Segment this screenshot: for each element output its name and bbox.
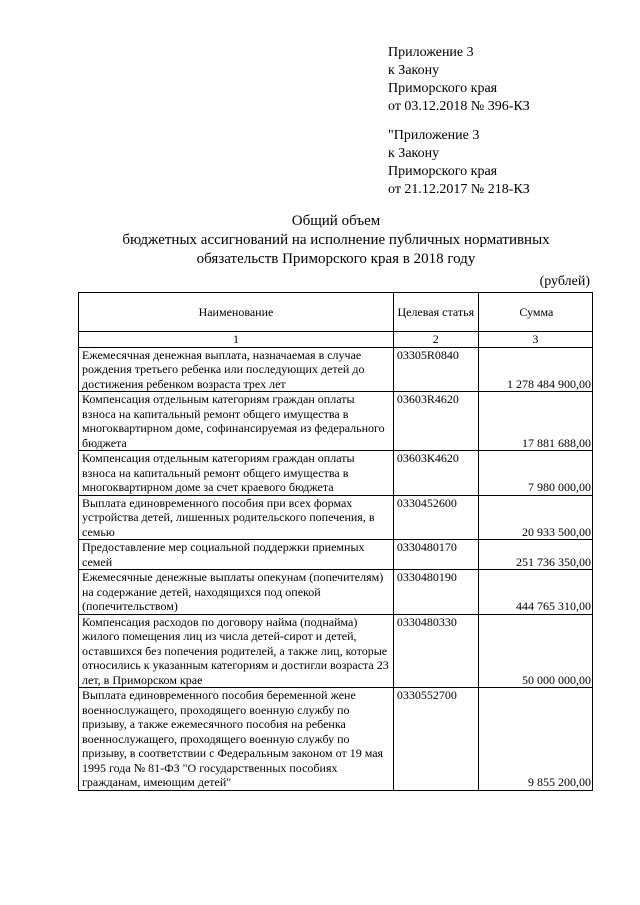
law-line: к Закону: [388, 63, 440, 78]
row-name: Компенсация отдельным категориям граждан оплаты взноса на капитальный ремонт общего имущества в многоквартирном доме, софинансируемая из федерального бюджета: [79, 392, 394, 451]
row-code: 0330480190: [393, 570, 478, 615]
law-line: к Закону: [388, 146, 440, 161]
table-row: [79, 614, 593, 688]
row-name: Выплата единовременного пособия беременной жене военнослужащего, проходящего военную службу по призыву, а также ежемесячного пособия на ребенка военнослужащего, проходящего военную службу по призыву, в соответствии с Федеральным законом от 19 мая 1995 года № 81-ФЗ "О государственных пособиях гражданам, имеющим детей": [79, 688, 394, 791]
law-date-line: от 21.12.2017 № 218-КЗ: [388, 182, 530, 197]
row-code: 03603К4620: [393, 451, 478, 496]
table-row: [79, 392, 593, 451]
appendix-line: Приложение 3: [388, 45, 474, 60]
row-code: 03305R0840: [393, 347, 478, 392]
region-line: Приморского края: [388, 81, 498, 96]
table-row: [79, 347, 593, 392]
row-name: Выплата единовременного пособия при всех формах устройства детей, лишенных родительского попечения, в семью: [79, 495, 394, 540]
header-code: Целевая статья: [393, 293, 478, 332]
row-amount: 1 278 484 900,00: [478, 347, 592, 392]
table-row: [79, 540, 593, 570]
table-row: [79, 688, 593, 791]
row-name: Компенсация отдельным категориям граждан оплаты взноса на капитальный ремонт общего имущества в многоквартирном доме за счет краевого бюджета: [79, 451, 394, 496]
row-name: Ежемесячная денежная выплата, назначаемая в случае рождения третьего ребенка или последующих детей до достижения ребенком возраста трех лет: [79, 347, 394, 392]
header-name: Наименование: [79, 293, 394, 332]
row-amount: 7 980 000,00: [478, 451, 592, 496]
table-header-row: [79, 293, 593, 332]
title-line-1: Общий объем: [291, 213, 381, 229]
column-number: 1: [79, 332, 394, 348]
appendix-header-previous: [388, 127, 530, 199]
row-amount: 20 933 500,00: [478, 495, 592, 540]
table-row: [79, 495, 593, 540]
row-amount: 50 000 000,00: [478, 614, 592, 688]
row-code: 03603R4620: [393, 392, 478, 451]
row-name: Предоставление мер социальной поддержки приемных семей: [79, 540, 394, 570]
region-line: Приморского края: [388, 164, 498, 179]
row-code: 0330552700: [393, 688, 478, 791]
law-date-line: от 03.12.2018 № 396-КЗ: [388, 99, 530, 114]
units-label: (рублей): [539, 274, 590, 289]
row-code: 0330480330: [393, 614, 478, 688]
appendix-line: "Приложение 3: [388, 128, 480, 143]
column-number: 2: [393, 332, 478, 348]
title-line-3: обязательств Приморского края в 2018 году: [196, 251, 476, 267]
row-amount: 17 881 688,00: [478, 392, 592, 451]
table-row: [79, 570, 593, 615]
header-amount: Сумма: [478, 293, 592, 332]
column-number: 3: [478, 332, 592, 348]
table-row: [79, 451, 593, 496]
row-name: Компенсация расходов по договору найма (поднайма) жилого помещения лиц из числа детей-сирот и детей, оставшихся без попечения родителей, а также лиц, которые относились к указанным категориям и достигли возраста 23 лет, в Приморском крае: [79, 614, 394, 688]
row-amount: 251 736 350,00: [478, 540, 592, 570]
column-number-row: [79, 332, 593, 348]
appendix-header-current: [388, 44, 530, 116]
row-amount: 444 765 310,00: [478, 570, 592, 615]
row-code: 0330480170: [393, 540, 478, 570]
title-line-2: бюджетных ассигнований на исполнение публичных нормативных: [122, 232, 550, 248]
budget-table: [78, 292, 593, 791]
row-amount: 9 855 200,00: [478, 688, 592, 791]
row-name: Ежемесячные денежные выплаты опекунам (попечителям) на содержание детей, находящихся под опекой (попечительством): [79, 570, 394, 615]
row-code: 0330452600: [393, 495, 478, 540]
document-title: [0, 212, 640, 269]
